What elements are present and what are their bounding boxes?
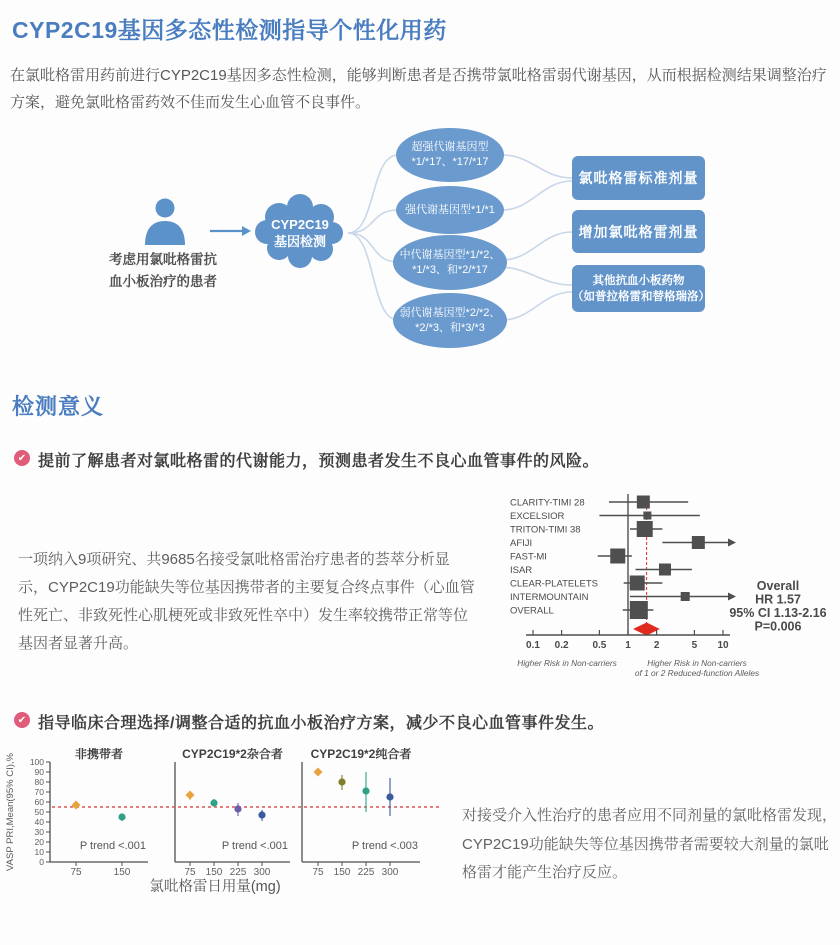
svg-text:TRITON-TIMI 38: TRITON-TIMI 38: [510, 524, 581, 536]
svg-text:30: 30: [34, 827, 44, 837]
svg-text:0.5: 0.5: [592, 640, 607, 651]
treatment-standard-dose: [572, 156, 705, 200]
svg-text:氯吡格雷日用量(mg): 氯吡格雷日用量(mg): [149, 879, 281, 895]
svg-text:Overall: Overall: [756, 579, 800, 593]
vasp-chart: [0, 748, 455, 908]
svg-text:2: 2: [653, 640, 660, 651]
svg-text:CYP2C19*2纯合者: CYP2C19*2纯合者: [310, 748, 412, 761]
genotype-extensive: [396, 186, 504, 234]
genotype-poor: [393, 293, 507, 348]
cloud-label-line1: CYP2C19: [271, 217, 329, 232]
svg-text:20: 20: [34, 837, 44, 847]
svg-text:FAST-MI: FAST-MI: [510, 551, 547, 563]
svg-text:70: 70: [34, 787, 44, 797]
svg-text:P=0.006: P=0.006: [754, 619, 802, 634]
svg-text:CLARITY-TIMI 28: CLARITY-TIMI 28: [510, 497, 585, 509]
treatment-line: 增加氯吡格雷剂量: [578, 223, 699, 240]
svg-text:of 1 or 2 Reduced-function All: of 1 or 2 Reduced-function Alleles: [634, 668, 760, 678]
svg-text:75: 75: [184, 867, 196, 878]
genotype-line: *1/*17、*17/*17: [411, 156, 489, 168]
genotype-line: *2/*3、和*3/*3: [415, 321, 485, 334]
svg-text:AFIJI: AFIJI: [510, 538, 533, 549]
forest-plot: [488, 486, 840, 686]
svg-text:0.2: 0.2: [554, 640, 569, 651]
patient-label-line2: 血小板治疗的患者: [109, 274, 217, 289]
cloud-label-line2: 基因检测: [273, 234, 326, 249]
patient-label-line1: 考虑用氯吡格雷抗: [109, 252, 217, 267]
treatment-other-drugs: [572, 265, 710, 312]
svg-text:40: 40: [34, 817, 44, 827]
genotype-ultrarapid: [396, 128, 504, 182]
svg-text:150: 150: [205, 867, 223, 878]
svg-text:75: 75: [312, 867, 324, 878]
gene-test-cloud-label: [252, 216, 348, 250]
svg-text:80: 80: [34, 777, 44, 787]
svg-text:50: 50: [34, 807, 44, 817]
patient-label: [88, 249, 238, 293]
svg-text:225: 225: [357, 867, 375, 878]
svg-text:P trend <.003: P trend <.003: [351, 840, 418, 852]
check-bullet-icon: ✔: [14, 712, 30, 728]
svg-text:150: 150: [113, 867, 131, 878]
svg-text:95% CI 1.13-2.16: 95% CI 1.13-2.16: [729, 606, 827, 620]
svg-text:90: 90: [34, 767, 44, 777]
bullet-2: 指导临床合理选择/调整合适的抗血小板治疗方案，减少不良心血管事件发生。: [38, 715, 604, 732]
treatment-line: 氯吡格雷标准剂量: [578, 170, 699, 186]
svg-text:10: 10: [34, 847, 44, 857]
svg-text:100: 100: [29, 757, 44, 767]
svg-text:0: 0: [39, 857, 44, 867]
genotype-line: 弱代谢基因型*2/*2、: [399, 306, 501, 319]
svg-text:P trend <.001: P trend <.001: [79, 840, 146, 852]
svg-text:300: 300: [253, 867, 271, 878]
genotype-line: *1/*3、和*2/*17: [412, 263, 488, 276]
svg-text:HR 1.57: HR 1.57: [755, 592, 801, 607]
svg-text:Higher Risk in Non-carriers: Higher Risk in Non-carriers: [517, 658, 617, 668]
svg-text:VASP PRI,Mean(95% CI),%: VASP PRI,Mean(95% CI),%: [5, 753, 16, 871]
genotype-line: 超强代谢基因型: [411, 141, 489, 153]
svg-text:INTERMOUNTAIN: INTERMOUNTAIN: [510, 592, 589, 603]
dose-paragraph: 对接受介入性治疗的患者应用不同剂量的氯吡格雷发现，CYP2C19功能缺失等位基因携带者需要较大剂量的氯吡格雷才能产生治疗反应。: [462, 807, 838, 881]
check-bullet-icon: ✔: [14, 450, 30, 466]
svg-text:CLEAR-PLATELETS: CLEAR-PLATELETS: [510, 578, 598, 590]
svg-text:EXCELSIOR: EXCELSIOR: [510, 511, 565, 522]
arrow-icon: [210, 226, 251, 236]
svg-text:225: 225: [229, 867, 247, 878]
genotype-line: 强代谢基因型*1/*1: [405, 203, 495, 216]
svg-text:75: 75: [70, 867, 82, 878]
svg-text:非携带者: 非携带者: [74, 748, 124, 761]
genotype-intermediate: [393, 235, 507, 290]
svg-text:300: 300: [381, 867, 399, 878]
section-heading: 检测意义: [12, 394, 105, 419]
patient-icon: [141, 198, 189, 246]
bullet-1: 提前了解患者对氯吡格雷的代谢能力，预测患者发生不良心血管事件的风险。: [38, 453, 600, 470]
genotype-line: 中代谢基因型*1/*2、: [399, 248, 501, 261]
svg-text:CYP2C19*2杂合者: CYP2C19*2杂合者: [182, 748, 283, 761]
svg-text:5: 5: [691, 640, 698, 651]
svg-text:ISAR: ISAR: [510, 565, 533, 576]
svg-text:Higher Risk in Non-carriers: Higher Risk in Non-carriers: [647, 658, 747, 668]
treatment-line: 其他抗血小板药物: [592, 274, 685, 287]
treatment-increase-dose: [572, 210, 705, 253]
intro-paragraph: 在氯吡格雷用药前进行CYP2C19基因多态性检测，能够判断患者是否携带氯吡格雷弱代谢基因，从而根据检测结果调整治疗方案，避免氯吡格雷药效不佳而发生心血管不良事件。: [10, 67, 827, 111]
svg-text:60: 60: [34, 797, 44, 807]
treatment-line: （如普拉格雷和替格瑞洛）: [572, 290, 710, 303]
svg-text:P trend <.001: P trend <.001: [221, 840, 288, 852]
svg-text:0.1: 0.1: [526, 640, 540, 651]
page-title: CYP2C19基因多态性检测指导个性化用药: [12, 17, 447, 43]
meta-analysis-paragraph: 一项纳入9项研究、共9685名接受氯吡格雷治疗患者的荟萃分析显示，CYP2C19功能缺失等位基因携带者的主要复合终点事件（心血管性死亡、非致死性心肌梗死或非致死性卒中）发生率较携带正常等位基因者显著升高。: [18, 551, 475, 652]
svg-text:10: 10: [717, 640, 729, 651]
svg-text:1: 1: [625, 640, 631, 651]
svg-text:150: 150: [333, 867, 351, 878]
svg-text:OVERALL: OVERALL: [510, 605, 554, 617]
